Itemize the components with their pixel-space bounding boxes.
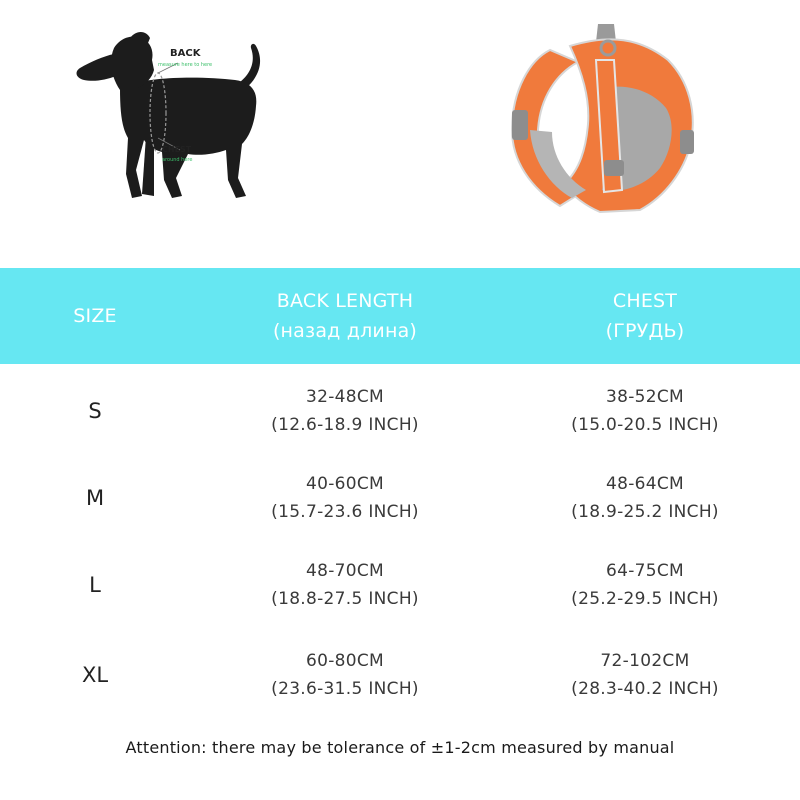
header-size-label: SIZE — [73, 305, 117, 327]
chest-cm: 38-52CM — [605, 387, 685, 407]
back-length-cell — [220, 542, 470, 628]
size-cell: S — [88, 399, 102, 423]
table-row — [0, 368, 800, 454]
back-inch: (18.8-27.5 INCH) — [271, 589, 419, 609]
back-length-cell — [220, 632, 470, 718]
chest-cell — [520, 632, 770, 718]
illustration-area — [0, 0, 800, 268]
back-inch: (23.6-31.5 INCH) — [271, 679, 419, 699]
back-cm: 32-48CM — [305, 387, 385, 407]
chest-inch: (15.0-20.5 INCH) — [571, 415, 719, 435]
dog-silhouette-icon — [50, 18, 300, 218]
chest-cm: 64-75CM — [605, 561, 685, 581]
table-row — [0, 455, 800, 541]
chest-inch: (18.9-25.2 INCH) — [571, 502, 719, 522]
size-cell: XL — [81, 663, 109, 687]
dog-illustration — [50, 18, 300, 218]
table-header — [0, 268, 800, 364]
chest-cell — [520, 542, 770, 628]
back-cm: 60-80CM — [305, 651, 385, 671]
chest-cm: 48-64CM — [605, 474, 685, 494]
chest-cm: 72-102CM — [600, 651, 690, 671]
header-size — [40, 268, 150, 364]
chest-hint: around here — [162, 157, 193, 163]
back-hint: measure here to here — [158, 62, 213, 68]
back-cm: 40-60CM — [305, 474, 385, 494]
tolerance-note: Attention: there may be tolerance of ±1-2cm measured by manual — [125, 738, 675, 757]
header-back-line1: BACK LENGTH — [276, 290, 414, 312]
table-row — [0, 542, 800, 628]
back-inch: (12.6-18.9 INCH) — [271, 415, 419, 435]
table-row — [0, 632, 800, 718]
chest-label: CHEST — [162, 145, 192, 154]
back-length-cell — [220, 455, 470, 541]
header-chest — [520, 268, 770, 364]
chest-cell — [520, 455, 770, 541]
harness-illustration — [490, 20, 730, 220]
chest-inch: (25.2-29.5 INCH) — [571, 589, 719, 609]
harness-image-icon — [490, 20, 730, 220]
back-label: BACK — [170, 48, 201, 59]
header-chest-line2: (ГРУДЬ) — [605, 320, 685, 342]
size-cell: L — [89, 573, 101, 597]
back-cm: 48-70CM — [305, 561, 385, 581]
header-back-length — [220, 268, 470, 364]
chest-inch: (28.3-40.2 INCH) — [571, 679, 719, 699]
header-chest-line1: CHEST — [612, 290, 678, 312]
back-length-cell — [220, 368, 470, 454]
back-inch: (15.7-23.6 INCH) — [271, 502, 419, 522]
header-back-line2: (назад длина) — [272, 320, 418, 342]
size-cell: M — [85, 486, 105, 510]
chest-cell — [520, 368, 770, 454]
